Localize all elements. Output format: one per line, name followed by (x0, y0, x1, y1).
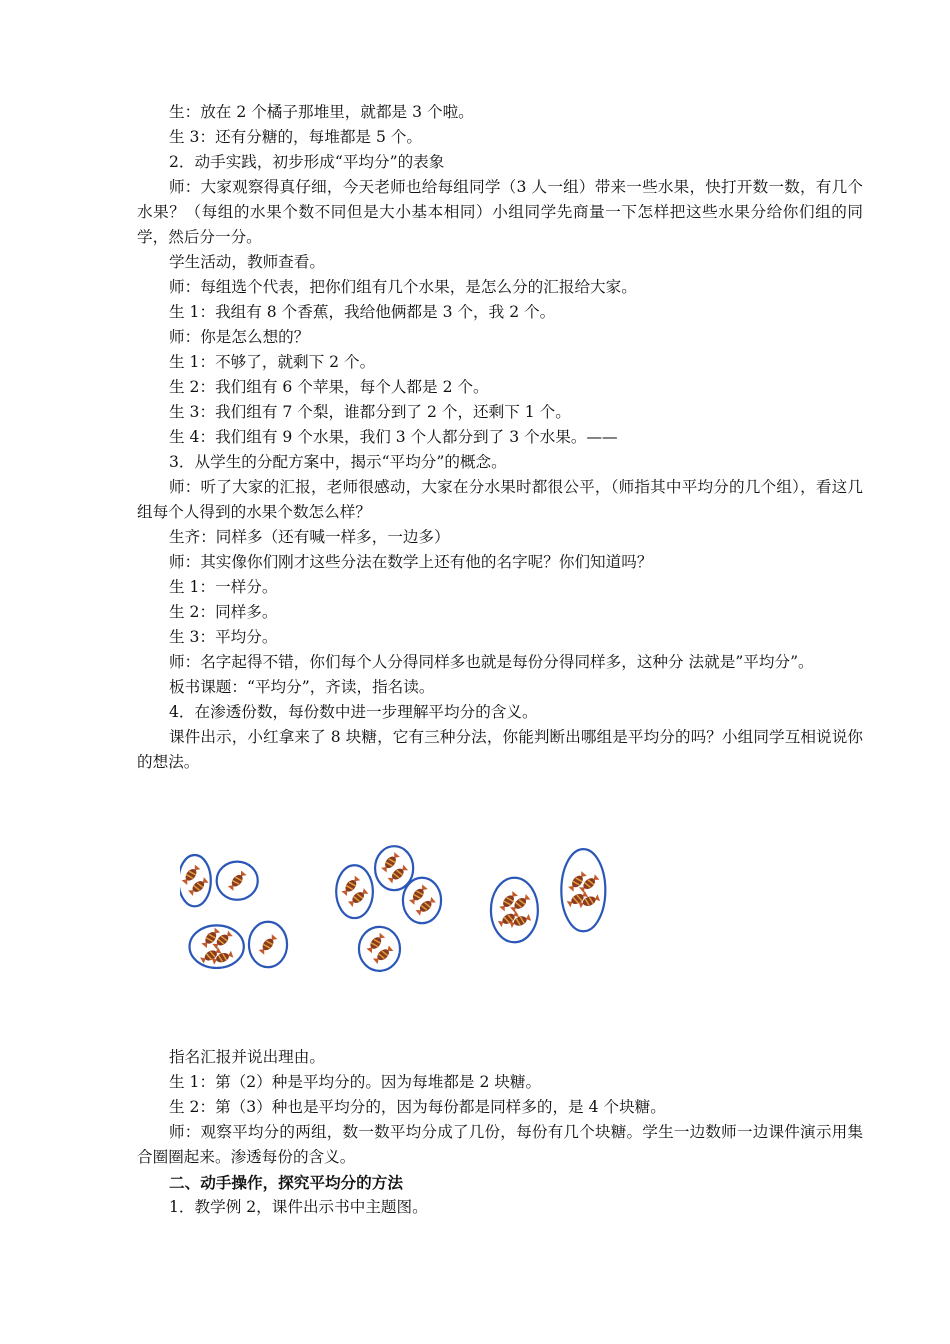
paragraph: 课件出示，小红拿来了 8 块糖，它有三种分法，你能判断出哪组是平均分的吗？小组同学互相说说你的想法。 (137, 728, 863, 771)
paragraph: 板书课题：“平均分”，齐读，指名读。 (169, 678, 435, 696)
section-heading: 二、动手操作，探究平均分的方法 (169, 1173, 403, 1192)
paragraph: 生 3：我们组有 7 个梨，谁都分到了 2 个，还剩下 1 个。 (169, 403, 571, 421)
paragraph: 生 1：我组有 8 个香蕉，我给他俩都是 3 个，我 2 个。 (169, 303, 556, 321)
paragraph: 师：其实像你们刚才这些分法在数学上还有他的名字呢？你们知道吗？ (169, 553, 653, 571)
group-circle (375, 846, 413, 890)
paragraph: 学生活动，教师查看。 (169, 253, 325, 271)
paragraph: 2．动手实践，初步形成“平均分”的表象 (169, 153, 445, 171)
paragraph: 师：名字起得不错，你们每个人分得同样多也就是每份分得同样多，这种分 法就是”平均分”。 (169, 653, 814, 671)
paragraph: 师：大家观察得真仔细，今天老师也给每组同学（3 人一组）带来一些水果，快打开数一数，有几个水果？（每组的水果个数不同但是大小基本相同）小组同学先商量一下怎样把这些水果分给你们组的同学，然后分一分。 (137, 178, 863, 246)
candy-icon (258, 934, 278, 955)
paragraph: 生 2：第（3）种也是平均分的，因为每份都是同样多的，是 4 个块糖。 (169, 1098, 666, 1116)
candy-icon (567, 871, 587, 892)
paragraph: 生 3：还有分糖的，每堆都是 5 个。 (169, 128, 423, 146)
paragraph: 3．从学生的分配方案中，揭示“平均分”的概念。 (169, 453, 507, 471)
candy-icon (227, 870, 247, 891)
paragraph: 师：你是怎么想的？ (169, 328, 310, 346)
group-circle (403, 878, 441, 923)
paragraph: 生：放在 2 个橘子那堆里，就都是 3 个啦。 (169, 103, 474, 121)
candy-grouping-illustration (180, 815, 620, 1005)
candy-icon (499, 891, 519, 912)
text-part-2 (137, 1045, 863, 1220)
group-circle (359, 927, 400, 971)
paragraph: 生 3：平均分。 (169, 628, 278, 646)
paragraph: 生 4：我们组有 9 个水果，我们 3 个人都分到了 3 个水果。—— (169, 428, 618, 446)
paragraph: 师：听了大家的汇报，老师很感动，大家在分水果时都很公平，（师指其中平均分的几个组），看这几组每个人得到的水果个数怎么样？ (137, 478, 863, 521)
paragraph: 生 2：同样多。 (169, 603, 278, 621)
paragraph: 1．教学例 2，课件出示书中主题图。 (169, 1198, 428, 1216)
paragraph: 生齐：同样多（还有喊一样多，一边多） (169, 528, 450, 546)
paragraph: 生 2：我们组有 6 个苹果，每个人都是 2 个。 (169, 378, 489, 396)
paragraph: 生 1：一样分。 (169, 578, 278, 596)
text-part-1 (137, 100, 863, 775)
paragraph: 师：每组选个代表，把你们组有几个水果，是怎么分的汇报给大家。 (169, 278, 637, 296)
group-circle (336, 865, 373, 918)
paragraph: 生 1：不够了，就剩下 2 个。 (169, 353, 376, 371)
candy-icon (201, 927, 221, 948)
paragraph: 4．在渗透份数，每份数中进一步理解平均分的含义。 (169, 703, 538, 721)
paragraph: 师：观察平均分的两组，数一数平均分成了几份，每份有几个块糖。学生一边数师一边课件演示用集合圈圈起来。渗透每份的含义。 (137, 1123, 863, 1166)
paragraph: 指名汇报并说出理由。 (169, 1048, 325, 1066)
paragraph: 生 1：第（2）种是平均分的。因为每堆都是 2 块糖。 (169, 1073, 542, 1091)
candy-figure-svg (180, 815, 620, 1005)
